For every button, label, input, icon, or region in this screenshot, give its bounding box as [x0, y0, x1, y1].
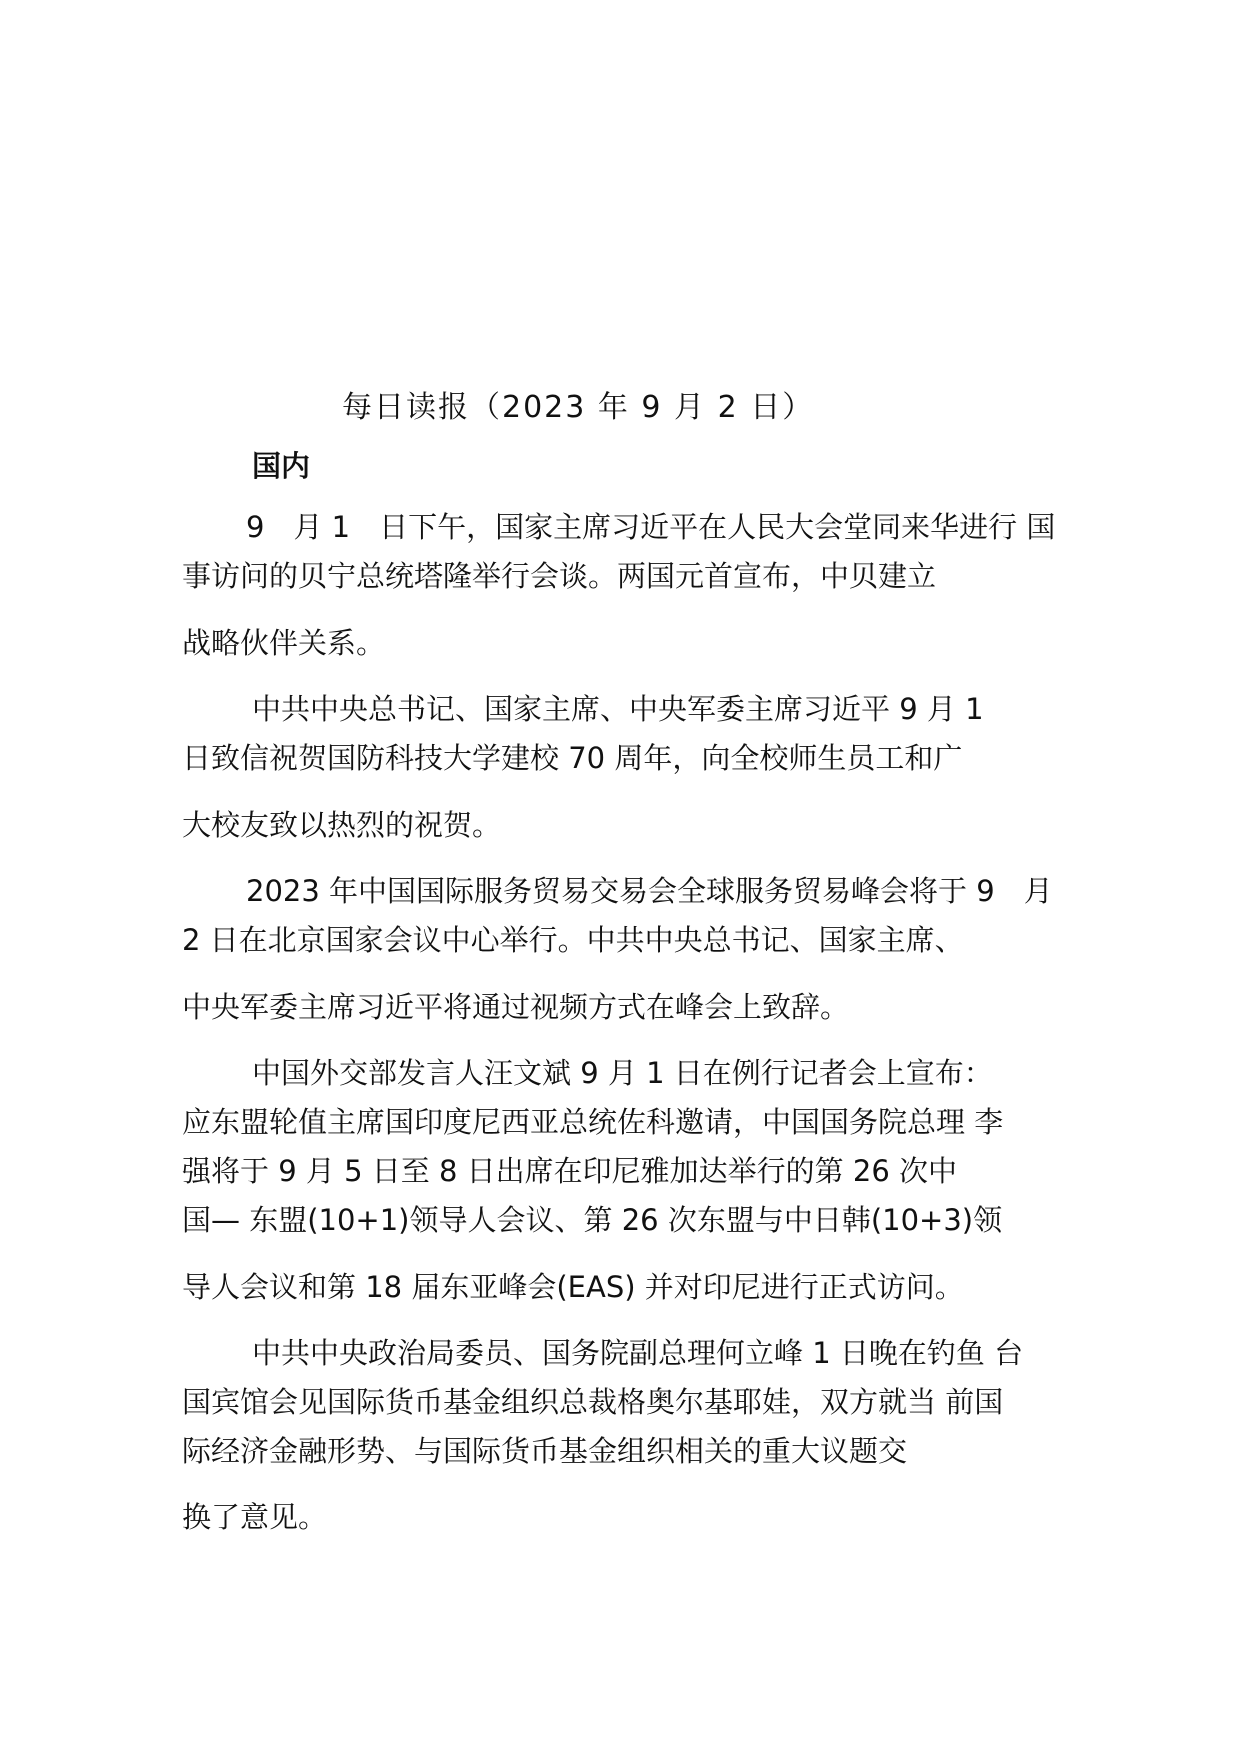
- paragraph-4-line-1: 中国外交部发言人汪文斌 9 月 1 日在例行记者会上宣布：: [252, 1056, 993, 1090]
- section-heading: 国内: [252, 449, 311, 483]
- paragraph-5-line-4: 换了意见。: [182, 1500, 328, 1534]
- paragraph-4-line-2: 应东盟轮值主席国印度尼西亚总统佐科邀请，中国国务院总理 李: [182, 1105, 1004, 1139]
- paragraph-1-line-1: 9 月 1 日下午，国家主席习近平在人民大会堂同来华进行 国: [246, 510, 1056, 544]
- paragraph-5-line-2: 国宾馆会见国际货币基金组织总裁格奥尔基耶娃，双方就当 前国: [182, 1385, 1004, 1419]
- paragraph-1-line-2: 事访问的贝宁总统塔隆举行会谈。两国元首宣布，中贝建立: [182, 559, 937, 593]
- paragraph-2-line-1: 中共中央总书记、国家主席、中央军委主席习近平 9 月 1: [252, 692, 984, 726]
- document-title: 每日读报（2023 年 9 月 2 日）: [342, 390, 815, 425]
- paragraph-4-line-3: 强将于 9 月 5 日至 8 日出席在印尼雅加达举行的第 26 次中: [182, 1154, 958, 1188]
- paragraph-5-line-3: 际经济金融形势、与国际货币基金组织相关的重大议题交: [182, 1434, 908, 1468]
- paragraph-4-line-4: 国— 东盟(10+1)领导人会议、第 26 次东盟与中日韩(10+3)领: [182, 1203, 1003, 1237]
- paragraph-2-line-3: 大校友致以热烈的祝贺。: [182, 808, 502, 842]
- paragraph-3-line-3: 中央军委主席习近平将通过视频方式在峰会上致辞。: [182, 990, 850, 1024]
- paragraph-3-line-2: 2 日在北京国家会议中心举行。中共中央总书记、国家主席、: [182, 923, 964, 957]
- paragraph-2-line-2: 日致信祝贺国防科技大学建校 70 周年，向全校师生员工和广: [182, 741, 963, 775]
- paragraph-1-line-3: 战略伙伴关系。: [182, 626, 386, 660]
- paragraph-3-line-1: 2023 年中国国际服务贸易交易会全球服务贸易峰会将于 9 月: [246, 874, 1053, 908]
- paragraph-5-line-1: 中共中央政治局委员、国务院副总理何立峰 1 日晚在钓鱼 台: [252, 1336, 1024, 1370]
- paragraph-4-line-5: 导人会议和第 18 届东亚峰会(EAS) 并对印尼进行正式访问。: [182, 1270, 964, 1304]
